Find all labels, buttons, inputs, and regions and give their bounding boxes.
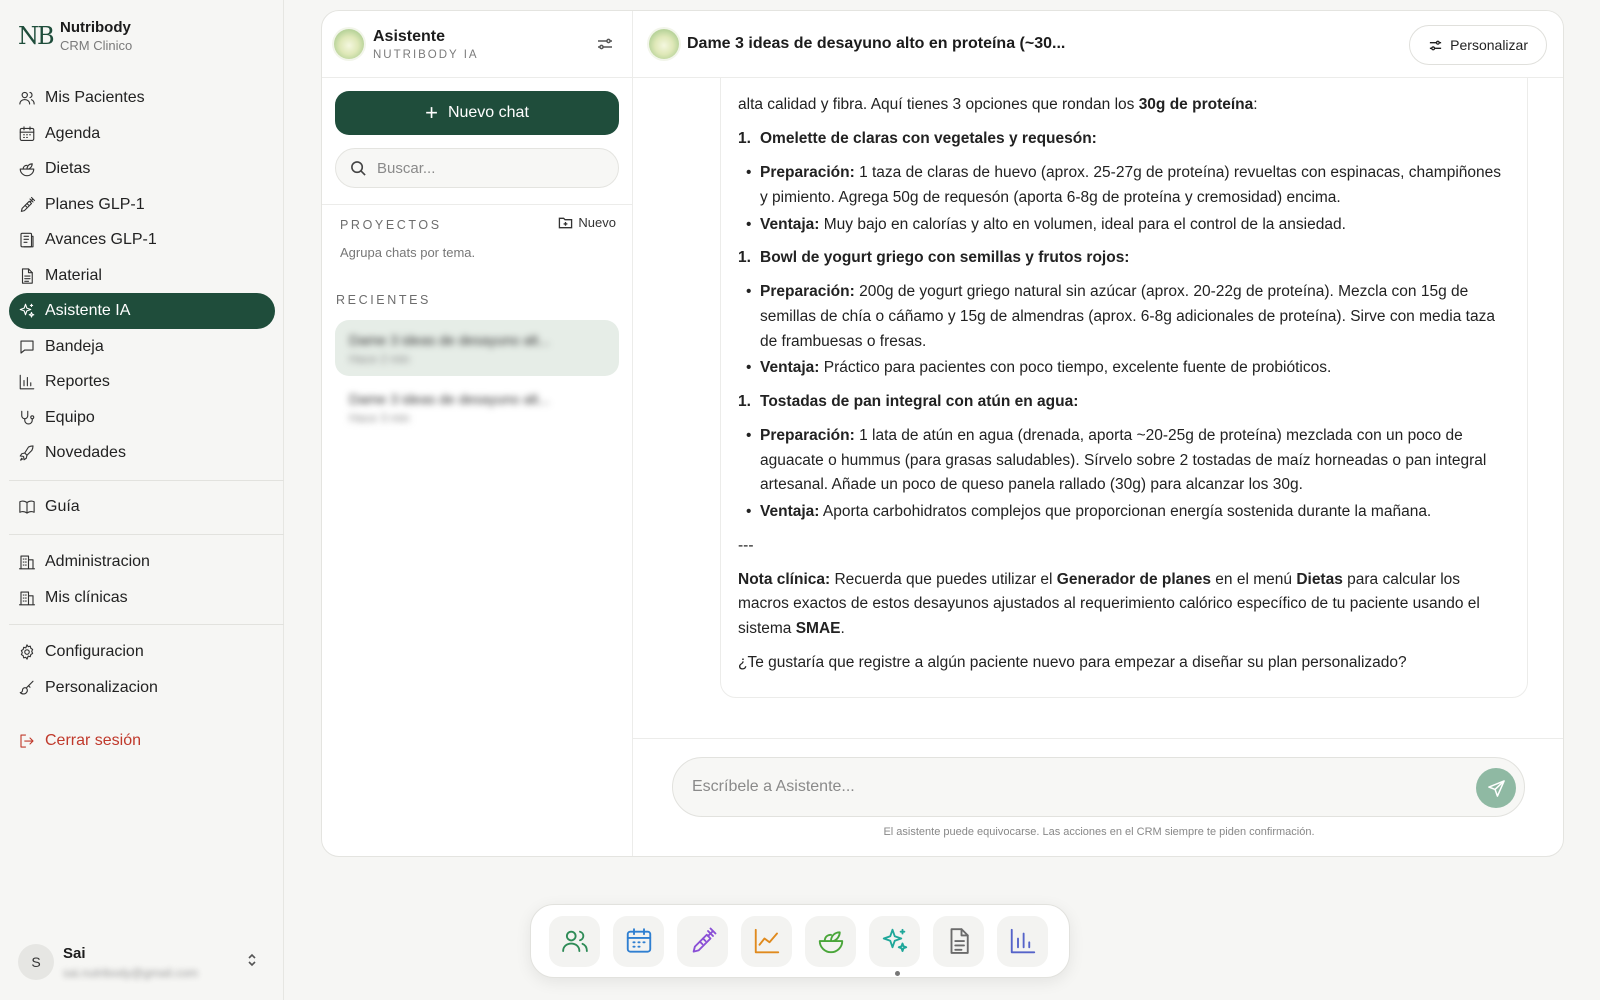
calendar-icon (18, 125, 36, 143)
sidebar-item-novedades[interactable] (9, 435, 275, 471)
syringe-icon (18, 196, 36, 214)
text-run: sistema (738, 620, 796, 637)
report-icon (18, 231, 36, 249)
text-run: . (840, 620, 845, 637)
sidebar-item-label: Agenda (45, 124, 101, 142)
text-run: 1 lata de atún en agua (drenada, aporta ~20-25g de proteína) mezclada con un poco de (854, 427, 1463, 444)
text-run: alta calidad y fibra. Aquí tienes 3 opciones que rondan los (738, 96, 1139, 113)
calendar-icon (624, 926, 654, 956)
sidebar-item-reportes[interactable] (9, 364, 275, 400)
sidebar-item-label: Novedades (45, 444, 126, 461)
bullet: • (746, 164, 752, 181)
adv-label: Ventaja: (760, 503, 820, 520)
sidebar-item-configuracion[interactable] (9, 634, 275, 670)
sidebar-item-label: Planes GLP-1 (45, 195, 145, 213)
dock-sparkles-button[interactable] (869, 916, 920, 967)
message-rule: --- (738, 537, 754, 554)
conversation-panel (633, 11, 1564, 856)
sidebar-item-label: Dietas (45, 160, 91, 177)
dock-calendar-button[interactable] (613, 916, 664, 967)
option-prep-cont: de frambuesas o fresas. (760, 333, 927, 350)
brand-logo: NB (18, 22, 53, 50)
sidebar-item-avances-glp-1[interactable] (9, 222, 275, 258)
option-prep-cont: aguacate o hummus (para grasas saludables). Sírvelo sobre 2 tostadas de maíz horneadas o pan integral (760, 452, 1487, 469)
recent-chat-time: Hace 3 min (349, 411, 410, 425)
sidebar-item-administracion[interactable] (9, 544, 275, 580)
customize-label: Personalizar (1450, 37, 1528, 53)
sliders-icon[interactable] (596, 35, 614, 53)
bullet: • (746, 427, 752, 444)
gear-icon (18, 643, 36, 661)
sidebar-item-label: Mis clínicas (45, 588, 128, 606)
search-icon (350, 160, 367, 177)
line-chart-icon (752, 926, 782, 956)
bullet: • (746, 283, 752, 300)
sidebar-item-personalizacion[interactable] (9, 670, 275, 706)
send-button[interactable] (1476, 768, 1516, 808)
new-chat-label: Nuevo chat (447, 104, 529, 121)
sidebar-item-cerrar-sesión[interactable] (9, 723, 275, 759)
recent-chat-title: Dame 3 ideas de desayuno alt... (349, 332, 550, 348)
bullet: • (746, 359, 752, 376)
text-run: Muy bajo en calorías y alto en volumen, ideal para el control de la ansiedad. (819, 216, 1346, 233)
conversation-header (633, 11, 1564, 78)
separator (633, 738, 1564, 739)
nav-divider (9, 624, 284, 625)
note-label: Nota clínica: (738, 571, 831, 588)
sidebar-item-mis-pacientes[interactable] (9, 80, 275, 116)
prep-label: Preparación: (760, 283, 855, 300)
option-prep-cont: semillas de chía o cáñamo y 15g de almendras (aprox. 6-8g adicionales de proteína). Sirve con media taza (760, 308, 1495, 325)
sidebar-item-label: Mis Pacientes (45, 89, 145, 106)
book-icon (18, 498, 36, 516)
assistant-title: Asistente (373, 27, 446, 45)
assistant-card (321, 10, 1564, 857)
sidebar-item-asistente-ia[interactable] (9, 293, 275, 329)
closing-question: ¿Te gustaría que registre a algún paciente nuevo para empezar a diseñar su plan personalizado? (738, 654, 1407, 671)
brand-name: Nutribody (60, 19, 131, 36)
sidebar-item-label: Bandeja (45, 337, 104, 355)
option-prep (746, 160, 1515, 185)
sidebar-item-bandeja[interactable] (9, 329, 275, 365)
text-run: : (1253, 96, 1258, 113)
sidebar-item-material[interactable] (9, 258, 275, 294)
projects-label: PROYECTOS (340, 218, 442, 232)
option-title: Tostadas de pan integral con atún en agua: (760, 393, 1079, 410)
message-intro (738, 92, 1513, 117)
sidebar-item-label: Cerrar sesión (45, 732, 142, 749)
search-input[interactable] (377, 160, 597, 177)
sidebar-item-label: Asistente IA (45, 302, 131, 319)
text-run: Recuerda que puedes utilizar el (830, 571, 1057, 588)
prep-label: Preparación: (760, 164, 855, 181)
customize-button[interactable] (1409, 25, 1547, 65)
dock-document-button[interactable] (933, 916, 984, 967)
chevron-up-down-icon[interactable] (244, 952, 260, 968)
option-heading (738, 245, 1130, 270)
sidebar-item-mis-clínicas[interactable] (9, 580, 275, 616)
dock-salad-button[interactable] (805, 916, 856, 967)
bullet: • (746, 216, 752, 233)
admin-nav (9, 544, 275, 615)
assistant-subtitle: NUTRIBODY IA (373, 48, 479, 61)
clinical-note-cont (738, 616, 1513, 641)
user-name: Sai (63, 944, 86, 962)
dock-line-chart-button[interactable] (741, 916, 792, 967)
new-chat-button[interactable] (335, 91, 619, 135)
assistant-header (322, 11, 632, 78)
text-run: 1 taza de claras de huevo (aprox. 25-27g de proteína) revueltas con espinacas, champiñones (854, 164, 1501, 181)
salad-icon (816, 926, 846, 956)
active-indicator (895, 971, 900, 976)
brand[interactable] (0, 0, 283, 56)
users-icon (18, 89, 36, 107)
sidebar (0, 0, 284, 1000)
message-icon (18, 338, 36, 356)
text-run: Generador de planes (1056, 571, 1211, 588)
building-icon (18, 589, 36, 607)
recent-label: RECIENTES (336, 293, 431, 307)
dock-users-button[interactable] (549, 916, 600, 967)
separator (322, 204, 633, 205)
option-number: 1. (738, 130, 751, 147)
text-run: Aporta carbohidratos complejos que proporcionan energía sostenida durante la mañana. (819, 503, 1432, 520)
adv-label: Ventaja: (760, 359, 820, 376)
sidebar-item-label: Material (45, 266, 102, 284)
new-project-button[interactable] (558, 215, 616, 230)
sparkles-icon (880, 926, 910, 956)
bar-chart-icon (1008, 926, 1038, 956)
option-number: 1. (738, 393, 751, 410)
sidebar-item-equipo[interactable] (9, 400, 275, 436)
text-run: Dietas (1296, 571, 1343, 588)
logout-nav (9, 723, 275, 759)
user-menu[interactable] (18, 944, 268, 980)
composer[interactable] (672, 757, 1525, 817)
plus-icon: + (425, 100, 438, 125)
recent-chat-title: Dame 3 ideas de desayuno alt... (349, 391, 550, 407)
text-run: 200g de yogurt griego natural sin azúcar (aprox. 20-22g de proteína). Mezcla con 15g de (854, 283, 1469, 300)
send-icon (1487, 779, 1506, 798)
recent-chat-item[interactable] (335, 320, 619, 376)
assistant-orb-icon (649, 29, 679, 59)
bullet: • (746, 503, 752, 520)
dock-bar-chart-button[interactable] (997, 916, 1048, 967)
sidebar-item-label: Guía (45, 498, 80, 515)
option-heading (738, 389, 1079, 414)
nav-divider (9, 534, 284, 535)
option-prep (746, 279, 1515, 304)
app-dock (530, 904, 1070, 978)
config-nav (9, 634, 275, 705)
sidebar-item-label: Avances GLP-1 (45, 231, 157, 248)
stethoscope-icon (18, 409, 36, 427)
new-project-label: Nuevo (578, 215, 616, 230)
text-run: para calcular los (1342, 571, 1461, 588)
bar-chart-icon (18, 373, 36, 391)
nav-divider (9, 480, 284, 481)
text-run: SMAE (795, 620, 841, 637)
rocket-icon (18, 444, 36, 462)
text-run: en el menú (1211, 571, 1297, 588)
brush-icon (18, 679, 36, 697)
option-title: Omelette de claras con vegetales y requesón: (760, 130, 1097, 147)
recent-chat-time: Hace 2 min (349, 352, 410, 366)
prep-label: Preparación: (760, 427, 855, 444)
dock-syringe-button[interactable] (677, 916, 728, 967)
recent-chat-item[interactable] (335, 379, 619, 435)
sidebar-item-agenda[interactable] (9, 116, 275, 152)
sidebar-item-label: Personalizacion (45, 678, 158, 696)
syringe-icon (688, 926, 718, 956)
sidebar-item-label: Equipo (45, 408, 95, 426)
assistant-message (720, 55, 1528, 698)
option-prep (746, 423, 1515, 448)
sidebar-item-label: Administracion (45, 553, 150, 570)
option-number: 1. (738, 249, 751, 266)
conversation-title: Dame 3 ideas de desayuno alto en proteína (~30... (687, 35, 1066, 52)
main-nav (9, 80, 275, 471)
clinical-note (738, 567, 1513, 592)
logout-icon (18, 732, 36, 750)
sliders-icon (1428, 38, 1443, 53)
document-icon (944, 926, 974, 956)
chat-list-panel (322, 11, 633, 856)
avatar: S (18, 944, 54, 980)
text-run: 30g de proteína (1138, 96, 1254, 113)
message-input[interactable] (692, 778, 1452, 796)
brand-subtitle: CRM Clinico (60, 38, 133, 53)
adv-label: Ventaja: (760, 216, 820, 233)
assistant-orb-icon (334, 29, 364, 59)
option-advantage (746, 499, 1515, 524)
text-run: Práctico para pacientes con poco tiempo, excelente fuente de probióticos. (819, 359, 1332, 376)
users-icon (560, 926, 590, 956)
sidebar-item-label: Reportes (45, 373, 110, 390)
option-advantage (746, 355, 1515, 380)
option-prep-cont: y pimiento. Agrega 50g de requesón (aporta 6-8g de proteína y cremosidad) encima. (760, 189, 1341, 206)
folder-plus-icon (558, 215, 573, 230)
clinical-note-cont: macros exactos de estos desayunos ajustados al requerimiento calórico específico de tu paciente usando el (738, 595, 1480, 612)
sidebar-item-planes-glp-1[interactable] (9, 187, 275, 223)
guide-nav (9, 489, 275, 525)
option-title: Bowl de yogurt griego con semillas y frutos rojos: (760, 249, 1130, 266)
option-heading (738, 126, 1097, 151)
sparkles-icon (18, 302, 36, 320)
user-email: sai.nutribody@gmail.com (63, 965, 198, 980)
option-prep-cont: artesanal. Añade un poco de queso panela rallado (30g) para alcanzar los 30g. (760, 476, 1303, 493)
building-icon (18, 553, 36, 571)
sidebar-item-label: Configuracion (45, 643, 144, 660)
projects-hint: Agrupa chats por tema. (340, 245, 476, 260)
sidebar-item-guía[interactable] (9, 489, 275, 525)
disclaimer: El asistente puede equivocarse. Las acciones en el CRM siempre te piden confirmación. (883, 826, 1315, 838)
chat-search[interactable] (335, 148, 619, 188)
option-advantage (746, 212, 1515, 237)
salad-icon (18, 160, 36, 178)
document-icon (18, 267, 36, 285)
sidebar-item-dietas[interactable] (9, 151, 275, 187)
